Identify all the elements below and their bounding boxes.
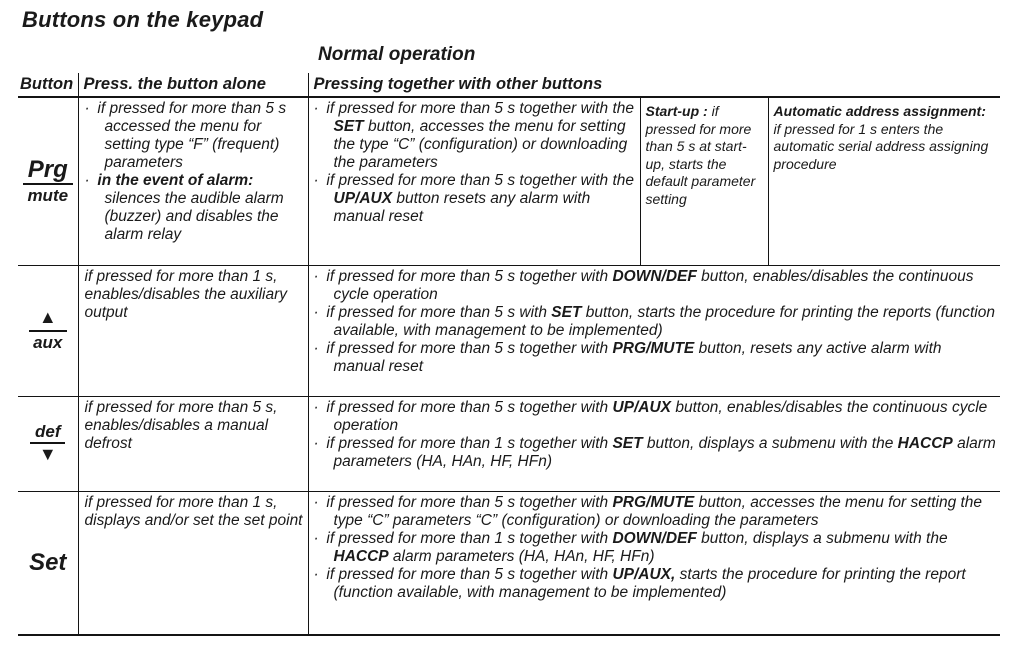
instruction-item: if pressed for more than 1 s, displays and/or set the set point [84,493,303,529]
header-row [18,73,1000,97]
auto-address-cell: Automatic address assignment: if pressed for 1 s enters the automatic serial address assigning procedure [768,97,1000,265]
mute-button-label: mute [27,186,69,206]
press-together-cell [308,97,640,265]
keypad-button [28,308,67,352]
instruction-item: · if pressed for more than 5 s together with DOWN/DEF button, enables/disables the continuous cycle operation [314,268,997,304]
column-header-button: Button [18,73,78,97]
press-alone-cell [78,97,308,265]
button-cell [18,396,78,491]
instruction-item: · if pressed for more than 5 s with SET button, starts the procedure for printing the reports (function available, with management to be implemented) [314,304,997,340]
instruction-item: · if pressed for more than 5 s together with UP/AUX, starts the procedure for printing the report (function available, with management to be implemented) [314,566,997,602]
button-cell [18,491,78,635]
instruction-item: · in the event of alarm: silences the audible alarm (buzzer) and disables the alarm relay [85,172,304,244]
page-title: Buttons on the keypad [22,7,264,32]
press-together-cell [308,491,1000,635]
button-cell [18,97,78,265]
instruction-item: · if pressed for more than 5 s together with the UP/AUX button resets any alarm with manual reset [314,172,636,226]
table-header [18,73,1000,97]
keypad-button [22,157,73,206]
def-button-label: def [30,422,66,445]
set-button-label: Set [29,549,67,577]
button-cell [18,265,78,396]
table-row [18,396,1000,491]
table-row [18,265,1000,396]
table-row [18,491,1000,635]
instruction-item: if pressed for more than 1 s, enables/disables the auxiliary output [84,267,287,321]
column-header-press-alone: Press. the button alone [78,73,308,97]
instruction-item: · if pressed for more than 1 s together with SET button, displays a submenu with the HACCP alarm parameters (HA, HAn, HF, HFn) [314,435,997,471]
keypad-buttons-table [18,73,1000,636]
down-arrow-icon: ▼ [38,444,57,465]
instruction-item: · if pressed for more than 5 s together with PRG/MUTE button, resets any active alarm with manual reset [314,340,997,376]
instruction-item: · if pressed for more than 1 s together with DOWN/DEF button, displays a submenu with the HACCP alarm parameters (HA, HAn, HF, HFn) [314,530,997,566]
instruction-item: · if pressed for more than 5 s accessed the menu for setting type “F” (frequent) parameters [85,100,304,172]
press-alone-cell [78,396,308,491]
instruction-item: · if pressed for more than 5 s together with PRG/MUTE button, accesses the menu for setting the type “C” parameters “C” (configuration) or downloading the parameters [314,494,997,530]
press-alone-cell [78,491,308,635]
press-together-cell [308,265,1000,396]
keypad-button [24,550,71,575]
startup-cell: Start-up : if pressed for more than 5 s at start-up, starts the default parameter setting [640,97,768,265]
table-body [18,97,1000,635]
instruction-item: · if pressed for more than 5 s together with UP/AUX button, enables/disables the continuous cycle operation [314,399,997,435]
press-alone-cell [78,265,308,396]
instruction-item: if pressed for more than 5 s, enables/disables a manual defrost [84,398,278,452]
prg-button-label: Prg [23,157,73,185]
up-arrow-icon: ▲ [29,308,67,332]
column-header-press-together: Pressing together with other buttons [308,73,1000,97]
instruction-item: · if pressed for more than 5 s together with the SET button, accesses the menu for setting the type “C” (configuration) or downloading the parameters [314,100,636,172]
keypad-button [29,422,67,465]
table-row [18,97,1000,265]
press-together-cell [308,396,1000,491]
section-title: Normal operation [318,44,476,65]
aux-button-label: aux [33,333,63,353]
